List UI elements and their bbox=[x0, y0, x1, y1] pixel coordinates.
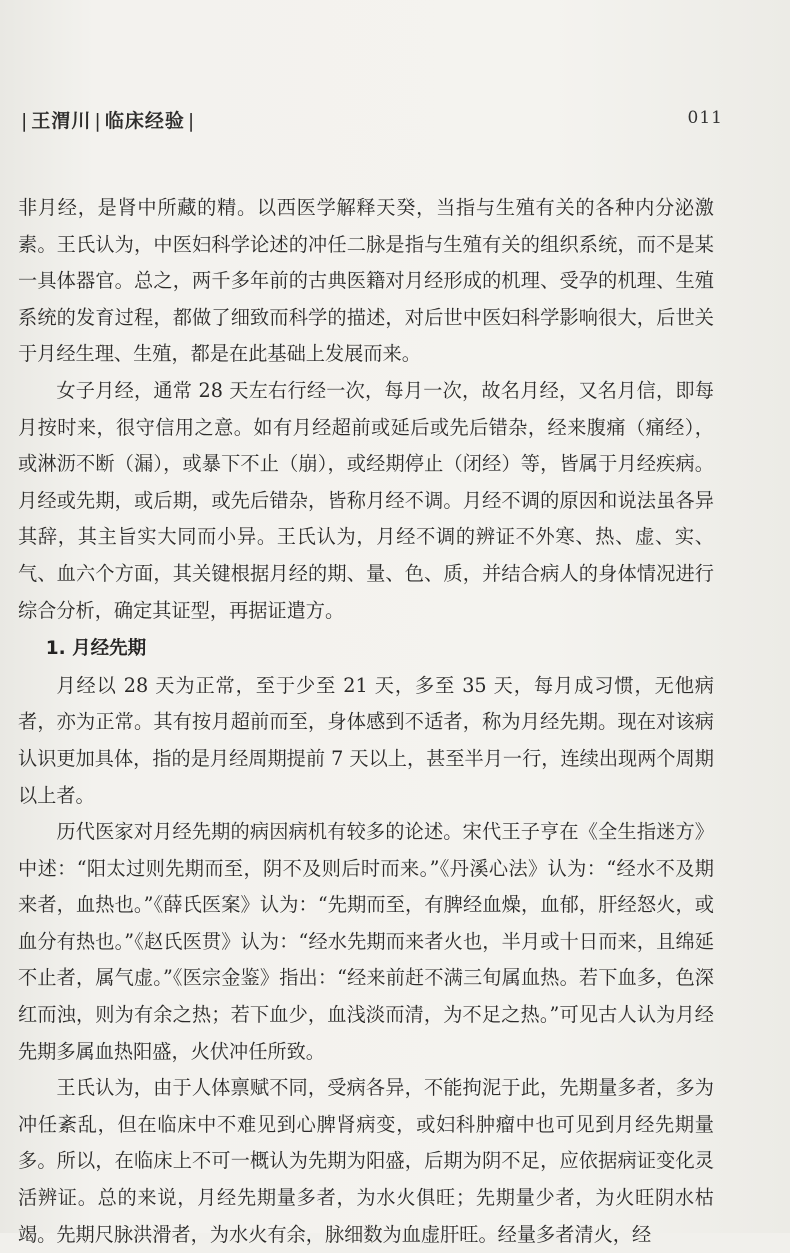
header-title bbox=[18, 106, 198, 133]
paragraph: 历代医家对月经先期的病因病机有较多的论述。宋代王子亨在《全生指迷方》中述：“阳太过则先期而至，阴不及则后时而来。”《丹溪心法》认为：“经水不及期来者，血热也。”《薛氏医案》认为：“先期而至，有脾经血燥，血郁，肝经怒火，或血分有热也。”《赵氏医贯》认为：“经水先期而来者火也，半月或十日而来，且绵延不止者，属气虚。”《医宗金鉴》指出：“经来前赶不满三旬属血热。若下血多，色深红而浊，则为有余之热；若下血少，血浅淡而清，为不足之热。”可见古人认为月经先期多属血热阳盛，火伏冲任所致。 bbox=[18, 820, 714, 1063]
header-bracket-left: | bbox=[21, 110, 29, 132]
paragraph-continued: 非月经，是肾中所藏的精。以西医学解释天癸，当指与生殖有关的各种内分泌激素。王氏认为，中医妇科学论述的冲任二脉是指与生殖有关的组织系统，而不是某一具体器官。总之，两千多年前的古典医籍对月经形成的机理、受孕的机理、生殖系统的发育过程，都做了细致而科学的描述，对后世中医妇科学影响很大，后世关于月经生理、生殖，都是在此基础上发展而来。 bbox=[18, 196, 714, 366]
header-divider: | bbox=[94, 110, 102, 132]
header-section: 临床经验 bbox=[104, 110, 185, 132]
page-number: 011 bbox=[687, 108, 723, 128]
paragraph: 月经以 28 天为正常，至于少至 21 天，多至 35 天，每月成习惯，无他病者，亦为正常。其有按月超前而至，身体感到不适者，称为月经先期。现在对该病认识更加具体，指的是月经周期提前 7 天以上，甚至半月一行，连续出现两个周期以上者。 bbox=[18, 673, 714, 807]
header-author: 王渭川 bbox=[31, 110, 92, 132]
header-bracket-right: | bbox=[187, 110, 196, 132]
body-text bbox=[18, 190, 714, 1253]
paragraph: 女子月经，通常 28 天左右行经一次，每月一次，故名月经，又名月信，即每月按时来，很守信用之意。如有月经超前或延后或先后错杂，经来腹痛（痛经），或淋沥不断（漏），或暴下不止（崩），或经期停止（闭经）等，皆属于月经疾病。月经或先期，或后期，或先后错杂，皆称月经不调。月经不调的原因和说法虽各异其辞，其主旨实大同而小异。王氏认为，月经不调的辨证不外寒、热、虚、实、气、血六个方面，其关键根据月经的期、量、色、质，并结合病人的身体情况进行综合分析，确定其证型，再据证遣方。 bbox=[18, 378, 714, 622]
paragraph: 王氏认为，由于人体禀赋不同，受病各异，不能拘泥于此，先期量多者，多为冲任紊乱，但在临床中不难见到心脾肾病变，或妇科肿瘤中也可见到月经先期量多。所以，在临床上不可一概认为先期为阳盛，后期为阴不足，应依据病证变化灵活辨证。总的来说，月经先期量多者，为水火俱旺；先期量少者，为火旺阴水枯竭。先期尺脉洪滑者，为水火有余，脉细数为血虚肝旺。经量多者清火，经 bbox=[18, 1076, 714, 1246]
section-heading: 1. 月经先期 bbox=[45, 638, 147, 660]
running-header bbox=[18, 106, 723, 146]
